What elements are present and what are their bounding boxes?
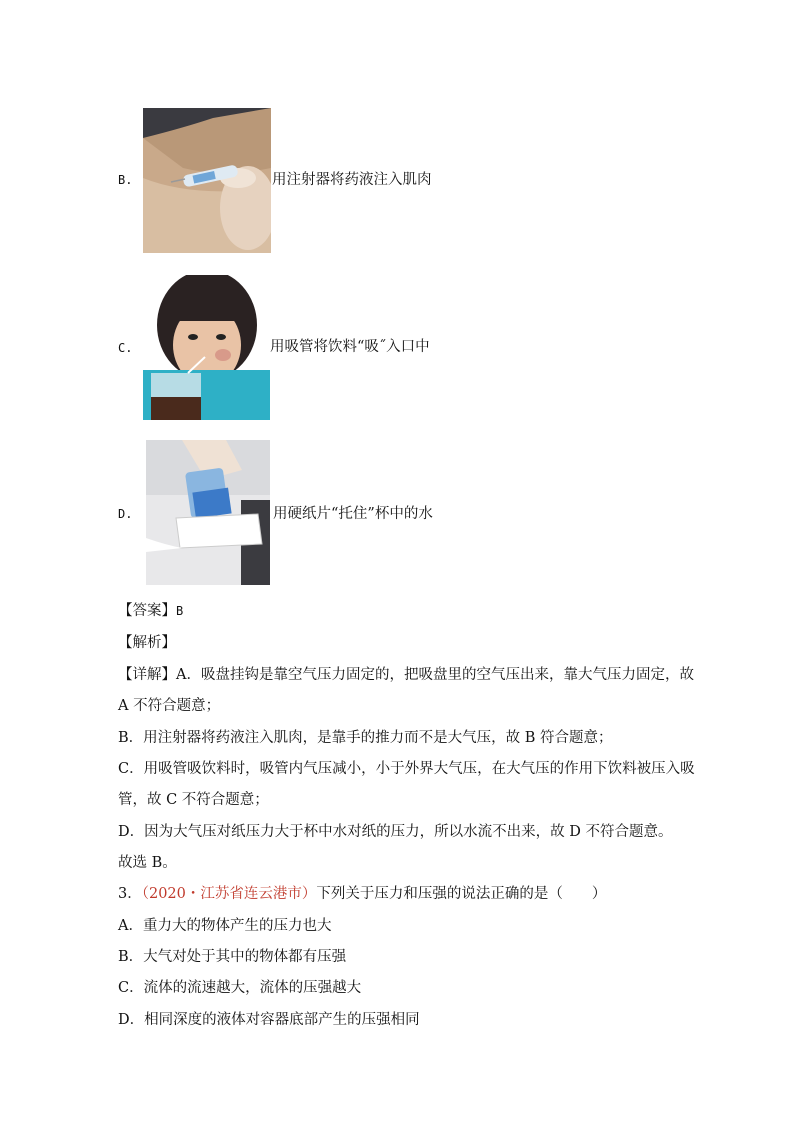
question-3-option-c: C．流体的流速越大，流体的压强越大 bbox=[118, 980, 362, 996]
answer-line bbox=[118, 601, 183, 621]
explanation-label: 【详解】 bbox=[118, 667, 176, 683]
explanation-line-4: C．用吸管吸饮料时，吸管内气压减小，小于外界大气压，在大气压的作用下饮料被压入吸 bbox=[118, 761, 695, 777]
option-letter: D. bbox=[118, 507, 133, 521]
girl-drinking-straw-photo bbox=[143, 275, 270, 420]
answer-value: B bbox=[176, 604, 184, 618]
question-number: 3． bbox=[118, 886, 142, 902]
option-letter: B. bbox=[118, 173, 133, 187]
explanation-line-2: A 不符合题意； bbox=[118, 698, 221, 714]
answer-label: 【答案】 bbox=[118, 603, 176, 619]
option-caption: 用硬纸片“托住”杯中的水 bbox=[273, 506, 433, 522]
explanation-line-1 bbox=[118, 665, 694, 685]
option-caption: 用吸管将饮料“吸˝入口中 bbox=[270, 339, 430, 355]
question-3-option-d: D．相同深度的液体对容器底部产生的压强相同 bbox=[118, 1012, 420, 1028]
option-caption: 用注射器将药液注入肌肉 bbox=[272, 172, 432, 188]
explanation-text: A．吸盘挂钩是靠空气压力固定的，把吸盘里的空气压出来，靠大气压力固定，故 bbox=[176, 667, 694, 683]
syringe-injection-photo bbox=[143, 108, 271, 253]
explanation-line-3: B．用注射器将药液注入肌肉，是靠手的推力而不是大气压，故 B 符合题意； bbox=[118, 730, 613, 746]
analysis-label: 【解析】 bbox=[118, 635, 176, 651]
question-text: 下列关于压力和压强的说法正确的是（ ） bbox=[316, 886, 607, 902]
explanation-line-5: 管，故 C 不符合题意； bbox=[118, 792, 269, 808]
option-letter: C. bbox=[118, 341, 133, 355]
cardboard-cup-water-photo bbox=[146, 440, 270, 585]
explanation-line-6: D．因为大气压对纸压力大于杯中水对纸的压力，所以水流不出来，故 D 不符合题意。 bbox=[118, 824, 673, 840]
question-3-option-b: B．大气对处于其中的物体都有压强 bbox=[118, 949, 347, 965]
question-3-stem bbox=[118, 884, 606, 904]
question-3-option-a: A．重力大的物体产生的压力也大 bbox=[118, 918, 332, 934]
question-source: （2020・江苏省连云港市） bbox=[141, 886, 317, 902]
explanation-line-7: 故选 B。 bbox=[118, 855, 177, 871]
